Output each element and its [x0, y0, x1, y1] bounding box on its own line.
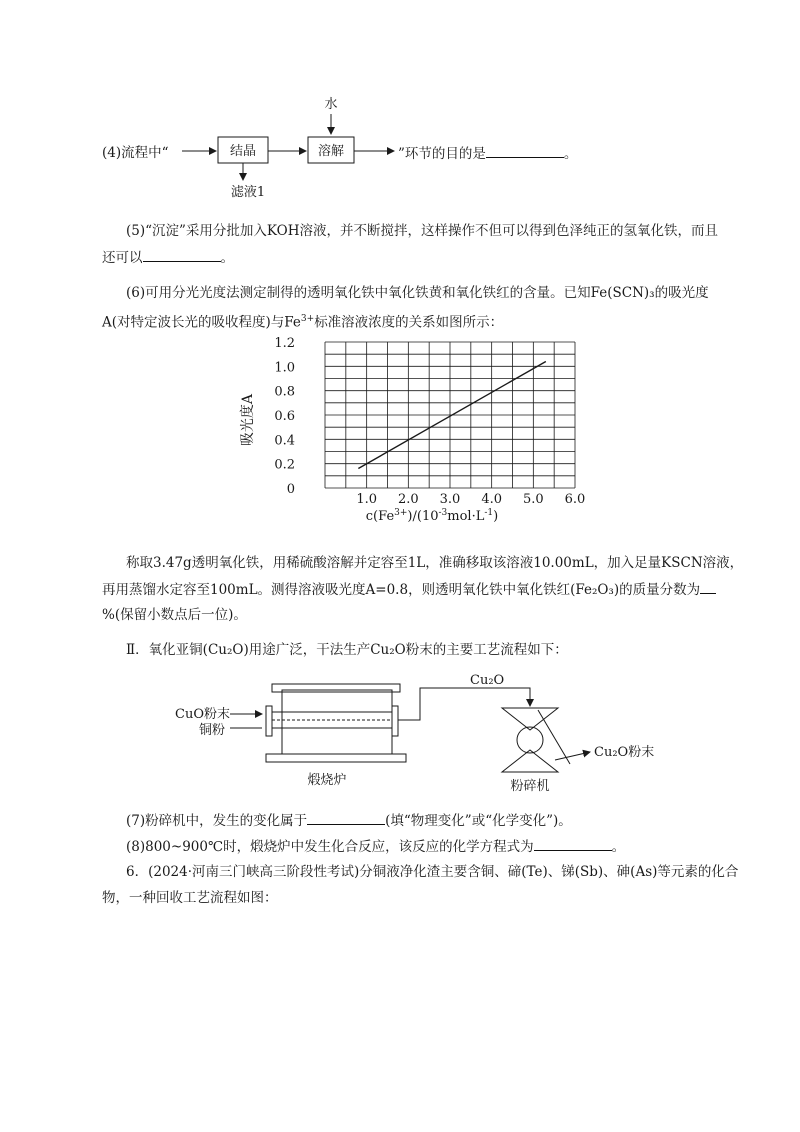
- q6-line2: [102, 309, 503, 333]
- q6-para3: %(保留小数点后一位)。: [102, 607, 247, 623]
- chart-x-ticks: [356, 492, 585, 507]
- absorbance-chart: [230, 330, 600, 530]
- q6-para2-text: 再用蒸馏水定容至100mL。测得溶液吸光度A=0.8，则透明氧化铁中氧化铁红(Fe₂O₃)的质量分数为: [102, 582, 701, 598]
- furnace-label: 煅烧炉: [307, 773, 347, 788]
- chart-y-ticks: [274, 336, 295, 497]
- y-tick-label: 0.8: [274, 384, 295, 400]
- q4-suffix-text: ”环节的目的是: [398, 146, 486, 162]
- chart-y-label: 吸光度A: [240, 393, 256, 447]
- cu2o-label: Cu₂O: [470, 673, 505, 688]
- q4-end: 。: [563, 146, 578, 162]
- x-tick-label: 1.0: [356, 492, 378, 507]
- q6-para2: [102, 579, 716, 600]
- y-tick-label: 0.4: [274, 433, 295, 449]
- x-tick-label: 6.0: [564, 492, 586, 507]
- x-tick-label: 4.0: [481, 492, 503, 507]
- y-tick-label: 0: [286, 482, 295, 497]
- q4-prefix: (4)流程中“: [102, 145, 169, 161]
- crusher: [502, 708, 570, 772]
- crusher-label: 粉碎机: [510, 779, 550, 793]
- q5-answer-blank[interactable]: [143, 247, 221, 262]
- x-tick-label: 3.0: [439, 492, 461, 507]
- q6-answer-blank[interactable]: [700, 579, 716, 594]
- y-tick-label: 1.0: [274, 360, 295, 376]
- y-tick-label: 1.2: [274, 336, 295, 351]
- section2-title: Ⅱ．氧化亚铜(Cu₂O)用途广泛，干法生产Cu₂O粉末的主要工艺流程如下：: [126, 642, 568, 658]
- q7-answer-blank[interactable]: [307, 810, 385, 825]
- q6-line1: (6)可用分光光度法测定制得的透明氧化铁中氧化铁黄和氧化铁红的含量。已知Fe(SCN)₃的吸光度: [126, 285, 709, 301]
- q6-line2-b: 标准溶液浓度的关系如图所示：: [314, 314, 504, 331]
- q8-line: [126, 836, 625, 857]
- q8-prefix: (8)800~900℃时，煅烧炉中发生化合反应，该反应的化学方程式为: [126, 839, 534, 855]
- input-copper-label: 铜粉: [199, 723, 226, 738]
- y-tick-label: 0.6: [274, 409, 295, 424]
- q8-end: 。: [611, 839, 626, 855]
- q7-line: [126, 810, 572, 831]
- x-tick-label: 5.0: [522, 492, 544, 507]
- q5-line2: [102, 247, 234, 268]
- filtrate-label: 滤液1: [230, 185, 266, 200]
- q6main-line2: 物，一种回收工艺流程如图：: [102, 890, 278, 906]
- q4-answer-blank[interactable]: [486, 143, 564, 158]
- q7-prefix: (7)粉碎机中，发生的变化属于: [126, 813, 308, 829]
- cu2o-process-diagram: [170, 668, 670, 793]
- q5-line2-prefix: 还可以: [102, 250, 143, 266]
- box-crystallize-label: 结晶: [229, 144, 257, 159]
- chart-x-label: $c(Fe^{3+})/(10^{-3}mol\cdot L^{-1})$: [365, 508, 499, 524]
- q4-suffix: [398, 143, 577, 164]
- q8-answer-blank[interactable]: [534, 836, 612, 851]
- y-tick-label: 0.2: [274, 457, 295, 473]
- q5-line2-end: 。: [220, 250, 234, 266]
- q4-flow-diagram: [180, 90, 410, 200]
- q6-para1: 称取3.47g透明氧化铁，用稀硫酸溶解并定容至1L，准确移取该溶液10.00mL，加入足量KSCN溶液，: [126, 555, 744, 571]
- calcining-furnace: [266, 684, 406, 762]
- q6-line2-a: A(对特定波长光的吸收程度)与Fe: [102, 314, 301, 331]
- input-cuo-label: CuO粉末: [175, 707, 230, 722]
- water-label: 水: [324, 97, 338, 112]
- q7-suffix: (填“物理变化”或“化学变化”)。: [385, 813, 572, 829]
- output-label: Cu₂O粉末: [594, 745, 655, 760]
- q6-line2-sup: 3+: [300, 314, 315, 324]
- x-tick-label: 2.0: [397, 492, 419, 507]
- q5-line1: (5)“沉淀”采用分批加入KOH溶液，并不断搅拌，这样操作不但可以得到色泽纯正的氢氧化铁，而且: [126, 223, 718, 239]
- box-dissolve-label: 溶解: [317, 144, 345, 159]
- q6main-line1: 6．(2024·河南三门峡高三阶段性考试)分铜液净化渣主要含铜、碲(Te)、锑(Sb)、砷(As)等元素的化合: [126, 864, 739, 880]
